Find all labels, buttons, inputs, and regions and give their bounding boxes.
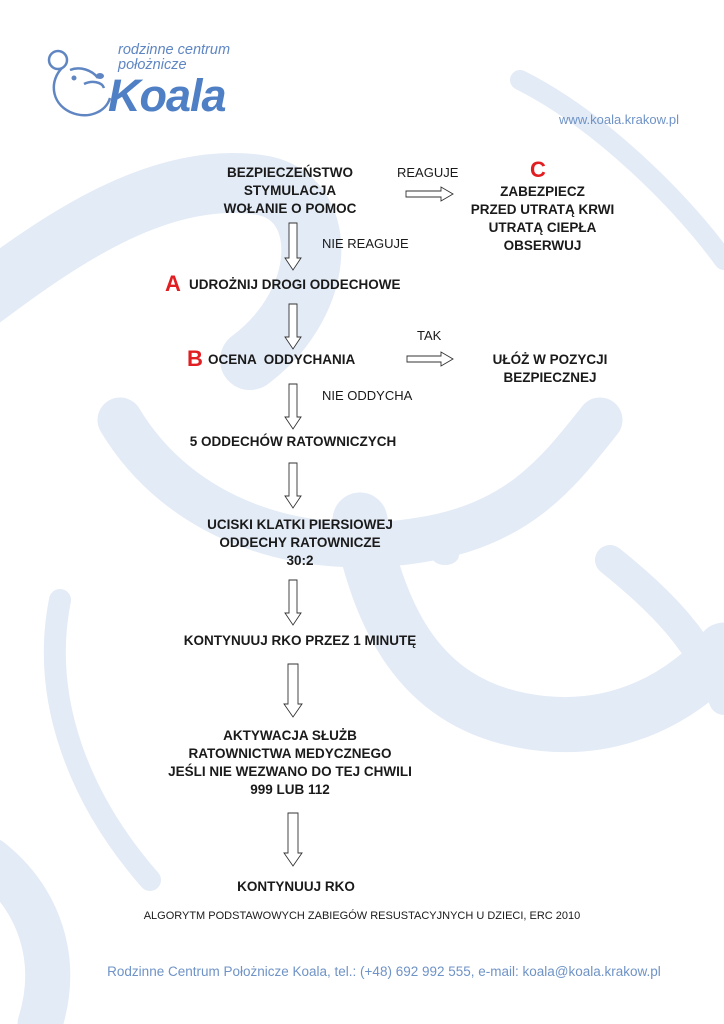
arrow-down-7: [284, 813, 302, 866]
step-c-line4: OBSERWUJ: [503, 238, 582, 253]
footer-contact: Rodzinne Centrum Położnicze Koala, tel.: (+48) 692 992 555, e-mail: koala@koala.krakow.pl: [107, 964, 661, 979]
letter-b: B: [187, 346, 203, 371]
step-safety-line3: WOŁANIE O POMOC: [223, 201, 357, 216]
step-continue-cpr: KONTYNUUJ RKO: [237, 879, 355, 894]
step-c-line1: ZABEZPIECZ: [500, 184, 585, 199]
arrow-down-5: [285, 580, 301, 625]
step-continue-minute: KONTYNUUJ RKO PRZEZ 1 MINUTĘ: [183, 633, 417, 648]
label-nie-oddycha: NIE ODDYCHA: [322, 388, 413, 403]
step-activate-ems: [130, 727, 450, 799]
algorithm-caption: ALGORYTM PODSTAWOWYCH ZABIEGÓW RESUSTACYJNYCH U DZIECI, ERC 2010: [143, 910, 581, 922]
step-c-line3: UTRATĄ CIEPŁA: [488, 220, 597, 235]
step-cpr-line1: UCISKI KLATKI PIERSIOWEJ: [207, 517, 393, 532]
step-safety-line2: STYMULACJA: [243, 183, 337, 198]
step-safety: [185, 164, 395, 218]
step-safety-line1: BEZPIECZEŃSTWO: [226, 165, 353, 180]
arrow-down-1: [285, 223, 301, 270]
logo-tagline-line2: położnicze: [118, 57, 187, 73]
letter-a: A: [165, 271, 181, 296]
label-tak: TAK: [417, 328, 442, 343]
arrow-down-3: [285, 384, 301, 429]
logo-tagline-line1: rodzinne centrum: [118, 42, 231, 58]
arrow-down-2: [285, 304, 301, 349]
arrow-to-safe-position: [407, 352, 453, 366]
step-airway: UDROŻNIJ DROGI ODDECHOWE: [189, 277, 401, 292]
label-reaguje: REAGUJE: [397, 165, 459, 180]
letter-c: C: [530, 157, 546, 182]
step-activate-line4: 999 LUB 112: [250, 782, 330, 797]
logo-wordmark: Koala: [108, 70, 226, 121]
step-breathing: OCENA ODDYCHANIA: [208, 352, 356, 367]
website-url[interactable]: www.koala.krakow.pl: [559, 112, 679, 127]
step-safe-position: [465, 351, 635, 387]
step-safe-position-line1: UŁÓŻ W POZYCJI: [492, 352, 608, 367]
step-safe-position-line2: BEZPIECZNEJ: [503, 370, 597, 385]
step-cpr-line2: ODDECHY RATOWNICZE: [219, 535, 381, 550]
step-cpr: [160, 516, 440, 570]
arrow-to-c: [406, 187, 453, 201]
step-rescue-breaths: 5 ODDECHÓW RATOWNICZYCH: [189, 434, 397, 449]
step-activate-line3: JEŚLI NIE WEZWANO DO TEJ CHWILI: [168, 764, 412, 779]
step-cpr-line3: 30:2: [286, 553, 314, 568]
arrow-down-4: [285, 463, 301, 508]
step-c-line2: PRZED UTRATĄ KRWI: [470, 202, 615, 217]
step-activate-line2: RATOWNICTWA MEDYCZNEGO: [188, 746, 392, 761]
step-activate-line1: AKTYWACJA SŁUŻB: [223, 728, 357, 743]
step-c-box: [450, 183, 635, 255]
label-nie-reaguje: NIE REAGUJE: [322, 236, 409, 251]
arrow-down-6: [284, 664, 302, 717]
